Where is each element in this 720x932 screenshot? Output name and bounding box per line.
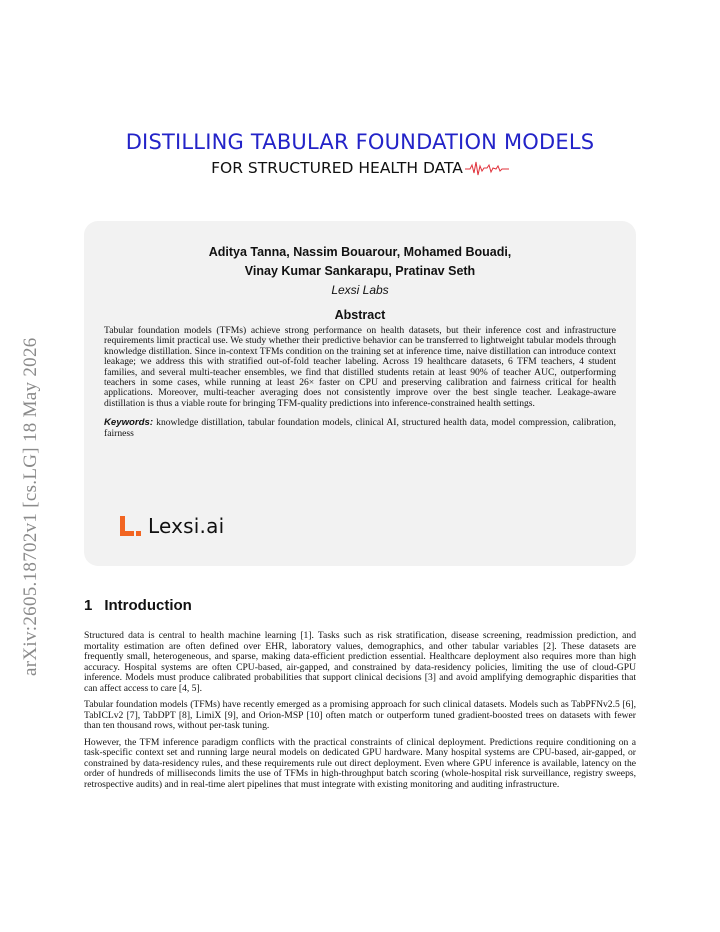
abstract-box xyxy=(84,221,636,566)
paragraph: However, the TFM inference paradigm conflicts with the practical constraints of clinical deployment. Predictions require conditioning on a task-specific context set and running large neural models on dedicated GPU hardware. Many hospital systems are CPU-based, air-gapped, or constrained by data-residency rules, and these requirements rule out direct deployment. Even where GPU inference is available, latency on the order of hundreds of milliseconds limits the use of TFMs in high-throughput batch scoring (whole-hospital risk surveillance, registry sweeps, retrospective audits) and in real-time alert pipelines that must integrate with existing monitoring and auditing infrastructure. xyxy=(84,736,636,790)
author-line-2: Vinay Kumar Sankarapu, Pratinav Seth xyxy=(244,264,476,278)
author-line-1: Aditya Tanna, Nassim Bouarour, Mohamed Bouadi, xyxy=(208,245,512,259)
paragraph: Structured data is central to health machine learning [1]. Tasks such as risk stratification, disease screening, readmission prediction, and mortality estimation are often defined over EHR, laboratory values, demographics, and other tabular variables [2]. These datasets are frequently small, heterogeneous, and sparse, making data-efficient prediction essential. Healthcare deployment also requires more than high accuracy. Hospital systems are often CPU-based, air-gapped, and constrained by data-residency policies, limiting the use of cloud-GPU inference. Models must produce calibrated probabilities that support clinical decisions [3] and avoid amplifying demographic disparities that can affect access to care [4, 5]. xyxy=(84,630,636,694)
paper-title-block xyxy=(84,127,636,179)
abstract-text: Tabular foundation models (TFMs) achieve strong performance on health datasets, but their inference cost and infrastructure requirements limit practical use. We study whether their predictive behavior can be transferred to lightweight tabular models through knowledge distillation. Since in-context TFMs condition on the training set at inference time, naive distillation can introduce context leakage; we address this with stratified out-of-fold teacher labeling. Across 19 healthcare datasets, 6 TFM teachers, 4 student families, and several multi-teacher ensembles, we find that distilled students retain at least 90% of teacher AUC, outperforming teachers in some cases, while running at least 26× faster on CPU and preserving calibration and fairness critical for health applications. Moreover, multi-teacher averaging does not consistently improve over the best single teacher. Leakage-aware distillation is thus a viable route for bringing TFM-quality predictions into inference-constrained health settings. xyxy=(104,325,616,409)
author-list xyxy=(104,243,616,281)
ecg-heartbeat-icon xyxy=(465,160,509,176)
abstract-heading: Abstract xyxy=(334,308,386,322)
paragraph: Tabular foundation models (TFMs) have recently emerged as a promising approach for such clinical datasets. Models such as TabPFNv2.5 [6], TabICLv2 [7], TabDPT [8], LimiX [9], and Orion-MSP [10] often match or outperform tuned gradient-boosted trees on datasets with fewer than ten thousand rows, without per-task tuning. xyxy=(84,699,636,731)
paper-title-sub xyxy=(84,157,636,179)
lexsi-logo-text: Lexsi.ai xyxy=(148,514,225,538)
paper-title-sub-text: FOR STRUCTURED HEALTH DATA xyxy=(211,159,463,177)
keywords-text: knowledge distillation, tabular foundation models, clinical AI, structured health data, model compression, calibration, fairness xyxy=(104,417,616,440)
introduction-body xyxy=(84,631,636,796)
section-heading xyxy=(84,597,192,614)
section-number: 1 xyxy=(84,597,93,614)
arxiv-identifier-stamp: arXiv:2605.18702v1 [cs.LG] 18 May 2026 xyxy=(20,337,41,676)
keywords-label: Keywords: xyxy=(104,417,154,429)
lexsi-logo xyxy=(120,514,224,538)
affiliation: Lexsi Labs xyxy=(331,283,389,297)
lexsi-logo-icon xyxy=(120,516,142,536)
keywords xyxy=(104,417,616,439)
section-title: Introduction xyxy=(104,597,192,614)
paper-title-main: DISTILLING TABULAR FOUNDATION MODELS xyxy=(125,130,595,154)
